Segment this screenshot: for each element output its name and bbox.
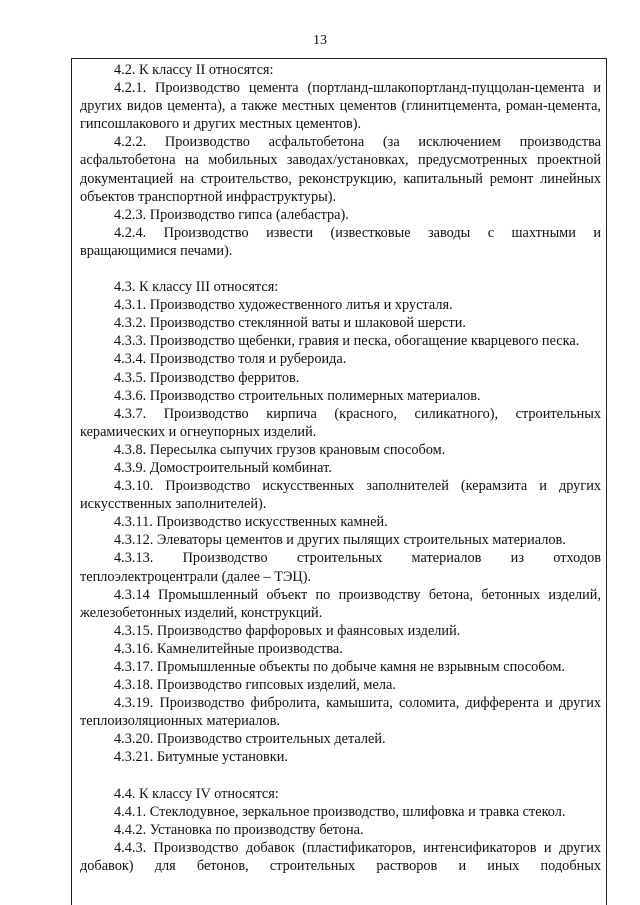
section-gap bbox=[80, 767, 601, 785]
item-4-3-11: 4.3.11. Производство искусственных камней. bbox=[114, 514, 388, 531]
item-4-4-3: 4.4.3. Производство добавок (пластификаторов, интенсификаторов и других добавок) для бетонов, строительных растворов и иных подобных bbox=[80, 839, 601, 874]
item-4-3-16: 4.3.16. Камнелитейные производства. bbox=[114, 640, 343, 657]
item-4-3-3: 4.3.3. Производство щебенки, гравия и песка, обогащение кварцевого песка. bbox=[114, 333, 580, 350]
item-4-3-6: 4.3.6. Производство строительных полимерных материалов. bbox=[114, 387, 481, 404]
item-4-3-14: 4.3.14 Промышленный объект по производству бетона, бетонных изделий, железобетонных изделий, конструкций. bbox=[80, 586, 601, 621]
item-4-3-2: 4.3.2. Производство стеклянной ваты и шлаковой шерсти. bbox=[114, 315, 466, 332]
item-4-3-5: 4.3.5. Производство ферритов. bbox=[114, 369, 300, 386]
section-heading-4-4: 4.4. К классу IV относятся: bbox=[114, 785, 279, 802]
item-4-3-10: 4.3.10. Производство искусственных заполнителей (керамзита и других искусственных заполнителей). bbox=[80, 478, 601, 513]
item-4-3-8: 4.3.8. Пересылка сыпучих грузов крановым способом. bbox=[114, 441, 446, 458]
item-4-3-15: 4.3.15. Производство фарфоровых и фаянсовых изделий. bbox=[114, 622, 461, 639]
item-4-4-2: 4.4.2. Установка по производству бетона. bbox=[114, 821, 364, 838]
section-heading-4-3: 4.3. К классу III относятся: bbox=[114, 279, 279, 296]
item-4-4-1: 4.4.1. Стеклодувное, зеркальное производство, шлифовка и травка стекол. bbox=[114, 803, 566, 820]
item-4-3-13: 4.3.13. Производство строительных материалов из отходов теплоэлектроцентрали (далее – ТЭЦ). bbox=[80, 550, 601, 585]
item-4-2-3: 4.2.3. Производство гипса (алебастра). bbox=[114, 206, 349, 223]
section-heading-4-2: 4.2. К классу II относятся: bbox=[114, 62, 274, 78]
item-4-2-1: 4.2.1. Производство цемента (портланд-шлакопортланд-пуццолан-цемента и других видов цемента), а также местных цементов (глинитцемента, роман-цемента, гипсошлакового и других местных цементов). bbox=[80, 80, 601, 133]
item-4-3-12: 4.3.12. Элеваторы цементов и других пылящих строительных материалов. bbox=[114, 532, 566, 549]
item-4-3-19: 4.3.19. Производство фибролита, камышита, соломита, дифферента и других теплоизоляционных материалов. bbox=[80, 695, 601, 730]
item-4-3-17: 4.3.17. Промышленные объекты по добыче камня не взрывным способом. bbox=[114, 659, 566, 675]
item-4-3-4: 4.3.4. Производство толя и рубероида. bbox=[114, 351, 347, 368]
item-4-3-1: 4.3.1. Производство художественного литья и хрусталя. bbox=[114, 297, 453, 314]
item-4-3-20: 4.3.20. Производство строительных деталей. bbox=[114, 731, 386, 748]
item-4-3-9: 4.3.9. Домостроительный комбинат. bbox=[114, 459, 332, 476]
item-4-2-4: 4.2.4. Производство извести (известковые заводы с шахтными и вращающимися печами). bbox=[80, 224, 601, 259]
page-number: 13 bbox=[313, 33, 327, 48]
section-gap bbox=[80, 260, 601, 278]
item-4-3-18: 4.3.18. Производство гипсовых изделий, мела. bbox=[114, 677, 396, 694]
item-4-3-7: 4.3.7. Производство кирпича (красного, силикатного), строительных керамических и огнеупорных изделий. bbox=[80, 405, 601, 440]
item-4-2-2: 4.2.2. Производство асфальтобетона (за исключением производства асфальтобетона на мобильных заводах/установках, предусмотренных проектной документацией на строительство, реконструкцию, капитальный ремонт линейных объектов транспортной инфраструктуры). bbox=[80, 134, 601, 205]
item-4-3-21: 4.3.21. Битумные установки. bbox=[114, 749, 288, 766]
document-body bbox=[80, 61, 601, 875]
